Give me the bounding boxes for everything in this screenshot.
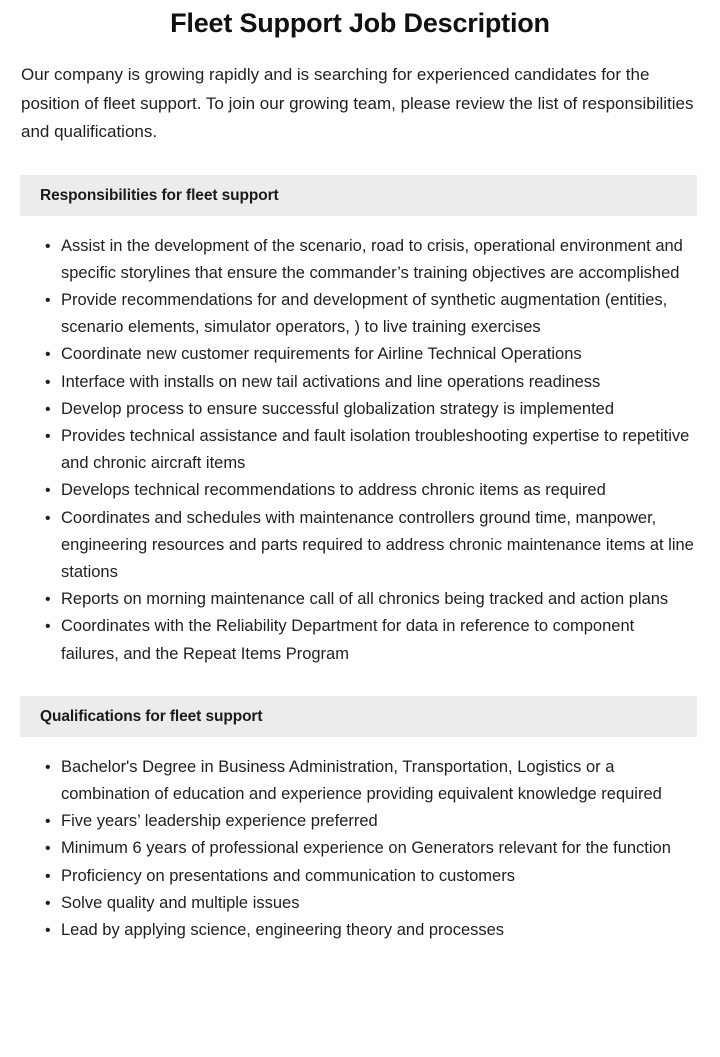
section-qualifications [0, 696, 720, 960]
list-item: • Reports on morning maintenance call of all chronics being tracked and action plans [45, 586, 696, 613]
list-item: • Provides technical assistance and fault isolation troubleshooting expertise to repetitive and chronic aircraft items [45, 423, 696, 477]
section-header-qualifications [20, 696, 697, 737]
section-header-responsibilities [20, 175, 697, 216]
page-title: Fleet Support Job Description [170, 8, 550, 38]
section-header-label: Responsibilities for fleet support [40, 186, 279, 204]
list-item: • Solve quality and multiple issues [45, 890, 696, 917]
list-item: • Interface with installs on new tail activations and line operations readiness [45, 369, 696, 396]
list-item: • Assist in the development of the scenario, road to crisis, operational environment and specific storylines that ensure the commander’s training objectives are accomplished [45, 233, 696, 287]
list-item: • Five years’ leadership experience preferred [45, 808, 696, 835]
list-item: • Minimum 6 years of professional experience on Generators relevant for the function [45, 835, 696, 862]
intro-paragraph: Our company is growing rapidly and is searching for experienced candidates for the position of fleet support. To join our growing team, please review the list of responsibilities and qualifications. [21, 65, 694, 141]
section-responsibilities [0, 175, 720, 668]
list-item: • Develop process to ensure successful globalization strategy is implemented [45, 396, 696, 423]
list-item: • Lead by applying science, engineering theory and processes [45, 917, 696, 944]
list-item: • Bachelor's Degree in Business Administration, Transportation, Logistics or a combination of education and experience providing equivalent knowledge required [45, 754, 696, 808]
list-item: • Proficiency on presentations and communication to customers [45, 863, 696, 890]
responsibilities-list [0, 216, 720, 668]
list-item: • Coordinates with the Reliability Department for data in reference to component failures, and the Repeat Items Program [45, 613, 696, 667]
list-item: • Coordinates and schedules with maintenance controllers ground time, manpower, engineering resources and parts required to address chronic maintenance items at line stations [45, 505, 696, 587]
section-header-label: Qualifications for fleet support [40, 707, 263, 725]
qualifications-list [0, 737, 720, 960]
list-item: • Provide recommendations for and development of synthetic augmentation (entities, scenario elements, simulator operators, ) to live training exercises [45, 287, 696, 341]
list-item: • Develops technical recommendations to address chronic items as required [45, 477, 696, 504]
list-item: • Coordinate new customer requirements for Airline Technical Operations [45, 341, 696, 368]
